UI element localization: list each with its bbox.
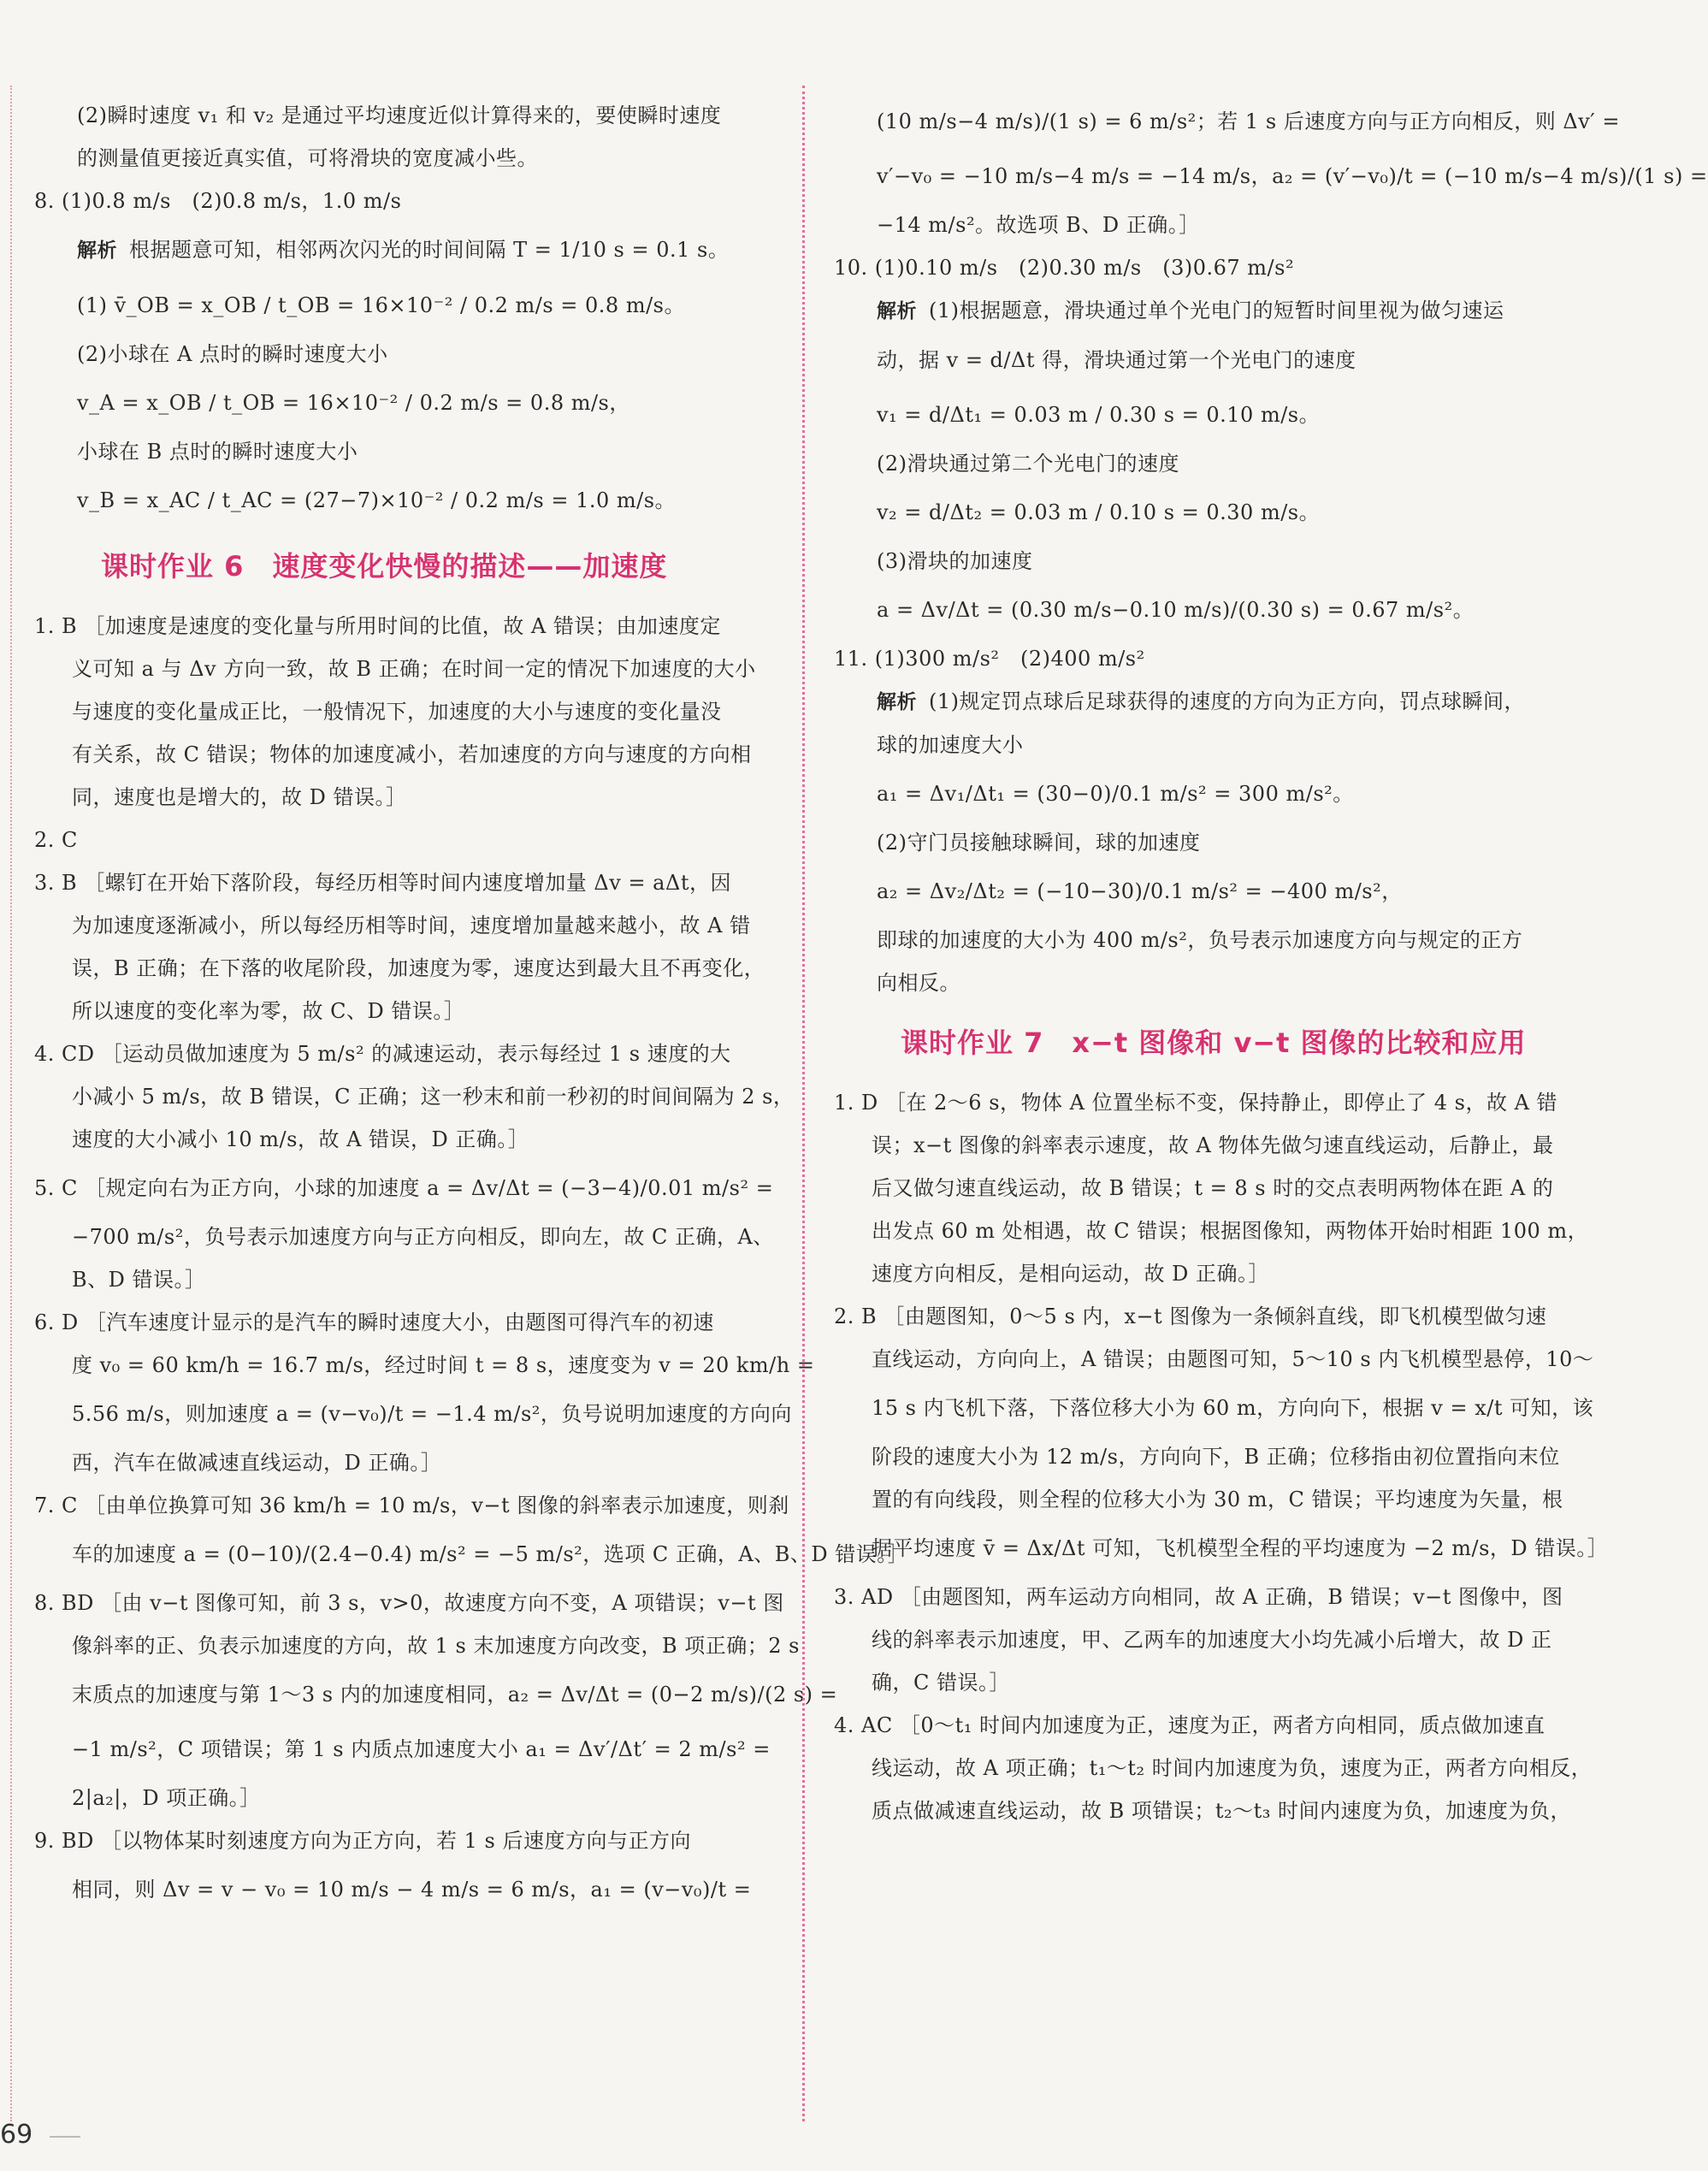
text-line xyxy=(34,222,778,278)
text-line xyxy=(34,473,778,528)
text-line xyxy=(34,137,778,180)
line-text: 15 s 内飞机下落，下落位移大小为 60 m，方向向下，根据 v = x/t 可知，该 xyxy=(872,1396,1594,1420)
text-line xyxy=(834,1478,1587,1521)
line-text: 出发点 60 m 处相遇，故 C 错误；根据图像知，两物体开始时相距 100 m， xyxy=(872,1219,1589,1243)
text-line xyxy=(834,1295,1587,1338)
text-line xyxy=(834,864,1587,919)
text-line xyxy=(34,430,778,473)
line-text: 后又做匀速直线运动，故 B 错误；t = 8 s 时的交点表明两物体在距 A 的 xyxy=(872,1176,1554,1200)
text-line xyxy=(834,680,1587,724)
line-text: 2. B ［由题图知，0～5 s 内，x−t 图像为一条倾斜直线，即飞机模型做匀速 xyxy=(834,1304,1547,1328)
line-text: (10 m/s−4 m/s)/(1 s) = 6 m/s²；若 1 s 后速度方向与正方向相反，则 Δv′ = xyxy=(877,109,1620,133)
text-line xyxy=(834,1210,1587,1252)
text-line xyxy=(834,724,1587,766)
text-line xyxy=(834,1381,1594,1435)
text-line xyxy=(34,1484,789,1527)
text-line xyxy=(34,1624,800,1667)
text-line xyxy=(34,904,778,947)
text-line xyxy=(834,821,1587,864)
line-text: 同，速度也是增大的，故 D 错误。］ xyxy=(72,785,407,809)
line-text: 有关系，故 C 错误；物体的加速度减小，若加速度的方向与速度的方向相 xyxy=(72,742,752,766)
line-text: 线运动，故 A 项正确；t₁～t₂ 时间内加速度为负，速度为正，两者方向相反， xyxy=(872,1756,1593,1780)
analysis-label: 解析 xyxy=(877,300,917,322)
text-line xyxy=(34,1862,778,1917)
line-text: (1)根据题意，滑块通过单个光电门的短暂时间里视为做匀速运 xyxy=(929,299,1504,322)
text-line xyxy=(834,583,1587,637)
line-text: 6. D ［汽车速度计显示的是汽车的瞬时速度大小，由题图可得汽车的初速 xyxy=(34,1310,714,1334)
text-line xyxy=(834,485,1587,540)
line-text: B、D 错误。］ xyxy=(72,1268,206,1292)
line-text: 10. (1)0.10 m/s (2)0.30 m/s (3)0.67 m/s² xyxy=(834,256,1295,280)
text-line xyxy=(34,1032,778,1075)
text-line xyxy=(34,1258,778,1301)
text-line xyxy=(834,1124,1587,1167)
text-line xyxy=(834,766,1587,821)
line-text: v₁ = d/Δt₁ = 0.03 m / 0.30 s = 0.10 m/s。 xyxy=(877,403,1321,427)
line-text: 小球在 B 点时的瞬时速度大小 xyxy=(77,440,358,464)
text-line xyxy=(34,1527,909,1582)
text-line xyxy=(34,1582,784,1624)
line-text: a₂ = Δv₂/Δt₂ = (−10−30)/0.1 m/s² = −400 m/s²， xyxy=(877,879,1403,903)
text-line xyxy=(34,1387,792,1441)
text-line xyxy=(834,204,1587,246)
line-text: 4. CD ［运动员做加速度为 5 m/s² 的减速运动，表示每经过 1 s 速度的大 xyxy=(34,1042,731,1066)
text-line xyxy=(834,540,1587,583)
line-text: 课时作业 7 x−t 图像和 v−t 图像的比较和应用 xyxy=(901,1026,1527,1059)
line-text: 1. D ［在 2～6 s，物体 A 位置坐标不变，保持静止，即停止了 4 s，故 A 错 xyxy=(834,1091,1558,1115)
text-line xyxy=(834,246,1587,289)
text-line xyxy=(34,1777,778,1819)
line-text: 据平均速度 v̄ = Δx/Δt 可知，飞机模型全程的平均速度为 −2 m/s，D 错误。］ xyxy=(872,1536,1609,1560)
line-text: 为加速度逐渐减小，所以每经历相等时间，速度增加量越来越小，故 A 错 xyxy=(72,914,751,938)
line-text: 误；x−t 图像的斜率表示速度，故 A 物体先做匀速直线运动，后静止，最 xyxy=(872,1133,1554,1157)
text-line xyxy=(34,94,778,137)
text-line xyxy=(34,690,778,733)
text-line xyxy=(34,605,778,648)
line-text: v_A = x_OB / t_OB = 16×10⁻² / 0.2 m/s = 0.8 m/s， xyxy=(77,391,630,415)
text-line xyxy=(34,376,778,430)
line-text: 2. C xyxy=(34,828,78,852)
line-text: 4. AC ［0～t₁ 时间内加速度为正，速度为正，两者方向相同，质点做加速直 xyxy=(834,1713,1545,1737)
text-line xyxy=(34,1301,778,1344)
line-text: 11. (1)300 m/s² (2)400 m/s² xyxy=(834,647,1145,671)
line-text: 速度的大小减小 10 m/s，故 A 错误，D 正确。］ xyxy=(72,1127,529,1151)
line-text: v′−v₀ = −10 m/s−4 m/s = −14 m/s，a₂ = (v′−v₀)/t = (−10 m/s−4 m/s)/(1 s) = xyxy=(877,164,1708,188)
line-text: 直线运动，方向向上，A 错误；由题图可知，5～10 s 内飞机模型悬停，10～ xyxy=(872,1347,1594,1371)
text-line xyxy=(34,1344,815,1387)
text-line xyxy=(834,1167,1587,1210)
text-line xyxy=(834,637,1587,680)
line-text: 末质点的加速度与第 1～3 s 内的加速度相同，a₂ = Δv/Δt = (0−2 m/s)/(2 s) = xyxy=(72,1683,838,1707)
text-line xyxy=(34,1161,778,1216)
line-text: 与速度的变化量成正比，一般情况下，加速度的大小与速度的变化量没 xyxy=(72,700,722,724)
line-text: 确，C 错误。］ xyxy=(872,1671,1010,1695)
line-text: 向相反。 xyxy=(877,971,960,995)
line-text: a₁ = Δv₁/Δt₁ = (30−0)/0.1 m/s² = 300 m/s²。 xyxy=(877,782,1354,806)
line-text: 度 v₀ = 60 km/h = 16.7 m/s，经过时间 t = 8 s，速度变为 v = 20 km/h = xyxy=(72,1353,815,1377)
line-text: 动，据 v = d/Δt 得，滑块通过第一个光电门的速度 xyxy=(877,348,1356,372)
text-line xyxy=(34,1819,778,1862)
text-line xyxy=(34,733,778,776)
line-text: v_B = x_AC / t_AC = (27−7)×10⁻² / 0.2 m/s = 1.0 m/s。 xyxy=(77,488,677,512)
text-line xyxy=(34,1441,778,1484)
text-line xyxy=(834,387,1587,442)
text-line xyxy=(34,1216,778,1258)
line-text: 球的加速度大小 xyxy=(877,733,1024,757)
section-title xyxy=(34,528,778,605)
line-text: 置的有向线段，则全程的位移大小为 30 m，C 错误；平均速度为矢量，根 xyxy=(872,1488,1563,1511)
text-line xyxy=(34,648,778,690)
line-text: (2)守门员接触球瞬间，球的加速度 xyxy=(877,831,1201,855)
text-line xyxy=(34,861,778,904)
line-text: a = Δv/Δt = (0.30 m/s−0.10 m/s)/(0.30 s) = 0.67 m/s²。 xyxy=(877,598,1475,622)
line-text: 车的加速度 a = (0−10)/(2.4−0.4) m/s² = −5 m/s²，选项 C 正确，A、B、D 错误。］ xyxy=(72,1542,909,1566)
text-line xyxy=(34,278,778,333)
line-text: −14 m/s²。故选项 B、D 正确。］ xyxy=(877,213,1200,237)
text-line xyxy=(34,1075,795,1118)
line-text: 阶段的速度大小为 12 m/s，方向向下，B 正确；位移指由初位置指向末位 xyxy=(872,1445,1560,1469)
line-text: 7. C ［由单位换算可知 36 km/h = 10 m/s，v−t 图像的斜率表示加速度，则刹 xyxy=(34,1494,789,1517)
line-text: 1. B ［加速度是速度的变化量与所用时间的比值，故 A 错误；由加速度定 xyxy=(34,614,721,638)
text-line xyxy=(834,1576,1587,1618)
text-line xyxy=(834,1789,1587,1832)
line-text: 5. C ［规定向右为正方向，小球的加速度 a = Δv/Δt = (−3−4)/0.01 m/s² = xyxy=(34,1176,774,1200)
text-line xyxy=(34,947,778,990)
line-text: 西，汽车在做减速直线运动，D 正确。］ xyxy=(72,1451,442,1475)
text-line xyxy=(34,776,778,819)
line-text: (2)小球在 A 点时的瞬时速度大小 xyxy=(77,342,388,366)
text-line xyxy=(34,1722,778,1777)
line-text: 线的斜率表示加速度，甲、乙两车的加速度大小均先减小后增大，故 D 正 xyxy=(872,1628,1552,1652)
line-text: 即球的加速度的大小为 400 m/s²，负号表示加速度方向与规定的正方 xyxy=(877,928,1523,952)
text-line xyxy=(34,819,778,861)
line-text: (1)规定罚点球后足球获得的速度的方向为正方向，罚点球瞬间， xyxy=(929,689,1525,713)
line-text: 误，B 正确；在下落的收尾阶段，加速度为零，速度达到最大且不再变化， xyxy=(72,956,765,980)
analysis-label: 解析 xyxy=(77,240,117,262)
line-text: 像斜率的正、负表示加速度的方向，故 1 s 末加速度方向改变，B 项正确；2 s xyxy=(72,1634,800,1658)
text-line xyxy=(834,1747,1593,1789)
left-column xyxy=(34,94,909,1917)
line-text: 9. BD ［以物体某时刻速度方向为正方向，若 1 s 后速度方向与正方向 xyxy=(34,1829,692,1853)
text-line xyxy=(834,1081,1587,1124)
line-text: −700 m/s²，负号表示加速度方向与正方向相反，即向左，故 C 正确，A、 xyxy=(72,1225,774,1249)
text-line xyxy=(834,1521,1609,1576)
line-text: v₂ = d/Δt₂ = 0.03 m / 0.10 s = 0.30 m/s。 xyxy=(877,500,1321,524)
text-line xyxy=(834,149,1708,204)
line-text: 质点做减速直线运动，故 B 项错误；t₂～t₃ 时间内速度为负，加速度为负， xyxy=(872,1799,1572,1823)
line-text: 速度方向相反，是相向运动，故 D 正确。］ xyxy=(872,1262,1269,1286)
page-number: 69 xyxy=(0,2120,33,2150)
section-title xyxy=(834,1004,1587,1081)
analysis-label: 解析 xyxy=(877,691,917,713)
line-text: 课时作业 6 速度变化快慢的描述——加速度 xyxy=(101,550,668,583)
text-line xyxy=(34,333,778,376)
line-text: 相同，则 Δv = v − v₀ = 10 m/s − 4 m/s = 6 m/s，a₁ = (v−v₀)/t = xyxy=(72,1878,752,1902)
line-text: (1) v̄_OB = x_OB / t_OB = 16×10⁻² / 0.2 m/s = 0.8 m/s。 xyxy=(77,293,685,317)
line-text: (3)滑块的加速度 xyxy=(877,549,1033,573)
text-line xyxy=(34,990,778,1032)
line-text: 的测量值更接近真实值，可将滑块的宽度减小些。 xyxy=(77,146,538,170)
text-line xyxy=(34,1667,838,1722)
text-line xyxy=(834,1252,1587,1295)
line-text: (2)滑块通过第二个光电门的速度 xyxy=(877,452,1179,476)
line-text: 小减小 5 m/s，故 B 错误，C 正确；这一秒末和前一秒初的时间间隔为 2 s， xyxy=(72,1085,795,1109)
line-text: 根据题意可知，相邻两次闪光的时间间隔 T = 1/10 s = 0.1 s。 xyxy=(129,238,730,262)
text-line xyxy=(834,333,1587,387)
text-line xyxy=(834,289,1587,333)
right-column xyxy=(834,94,1708,1832)
line-text: −1 m/s²，C 项错误；第 1 s 内质点加速度大小 a₁ = Δv′/Δt′ = 2 m/s² = xyxy=(72,1737,771,1761)
line-text: 2|a₂|，D 项正确。］ xyxy=(72,1786,261,1810)
text-line xyxy=(834,1618,1587,1661)
line-text: (2)瞬时速度 v₁ 和 v₂ 是通过平均速度近似计算得来的，要使瞬时速度 xyxy=(77,104,722,127)
line-text: 8. BD ［由 v−t 图像可知，前 3 s，v>0，故速度方向不变，A 项错误；v−t 图 xyxy=(34,1591,784,1615)
text-line xyxy=(834,442,1587,485)
line-text: 3. AD ［由题图知，两车运动方向相同，故 A 正确，B 错误；v−t 图像中，图 xyxy=(834,1585,1563,1609)
line-text: 5.56 m/s，则加速度 a = (v−v₀)/t = −1.4 m/s²，负号说明加速度的方向向 xyxy=(72,1402,792,1426)
line-text: 8. (1)0.8 m/s (2)0.8 m/s，1.0 m/s xyxy=(34,189,402,213)
text-line xyxy=(834,1338,1594,1381)
text-line xyxy=(834,1661,1587,1704)
text-line xyxy=(34,180,778,222)
text-line xyxy=(834,919,1587,961)
left-margin-rule xyxy=(10,86,12,2121)
line-text: 3. B ［螺钉在开始下落阶段，每经历相等时间内速度增加量 Δv = aΔt，因 xyxy=(34,871,731,895)
text-line xyxy=(834,961,1587,1004)
text-line xyxy=(834,1435,1587,1478)
line-text: 义可知 a 与 Δv 方向一致，故 B 正确；在时间一定的情况下加速度的大小 xyxy=(72,657,756,681)
text-line xyxy=(34,1118,778,1161)
text-line xyxy=(834,94,1620,149)
text-line xyxy=(834,1704,1587,1747)
page-number-rule xyxy=(50,2136,80,2138)
line-text: 所以速度的变化率为零，故 C、D 错误。］ xyxy=(72,999,465,1023)
column-divider xyxy=(802,86,805,2121)
